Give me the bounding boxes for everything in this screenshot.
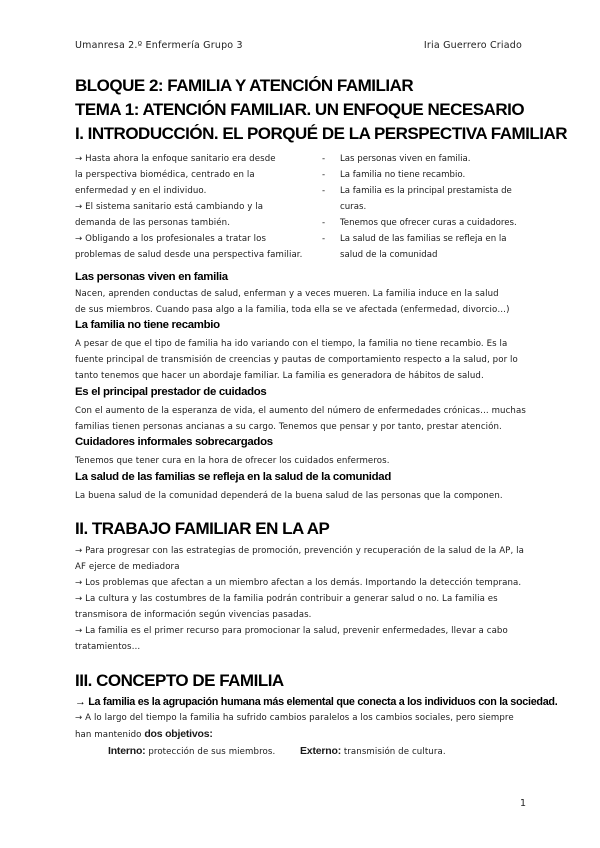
header-right: Iria Guerrero Criado (423, 40, 522, 51)
body-line: de sus miembros. Cuando pasa algo a la familia, toda ella se ve afectada (enfermedad, divorcio…) (75, 305, 510, 315)
external-text: transmisión de cultura. (341, 747, 446, 757)
bullet-marker: - (322, 218, 326, 228)
body-line: → A lo largo del tiempo la familia ha sufrido cambios paralelos a los cambios sociales, pero siempre (75, 713, 514, 723)
intro-left-column (75, 151, 315, 263)
subsection-body (75, 286, 510, 318)
intro-bullet-item: Las personas viven en familia. (340, 154, 471, 164)
body-line: AF ejerce de mediadora (75, 562, 180, 572)
subsection-heading: Cuidadores informales sobrecargados (75, 436, 273, 448)
family-definition: → La familia es la agrupación humana más elemental que conecta a los individuos con la sociedad. (75, 696, 558, 708)
external-label: Externo: (300, 745, 341, 757)
section-title-intro: I. INTRODUCCIÓN. EL PORQUÉ DE LA PERSPECTIVA FAMILIAR (75, 124, 568, 143)
bullet-marker: - (322, 170, 326, 180)
body-line: fuente principal de transmisión de creencias y pautas de comportamiento respecto a la salud, por lo (75, 355, 518, 365)
body-line: La buena salud de la comunidad dependerá de la buena salud de las personas que la componen. (75, 491, 503, 501)
subsection-body (75, 453, 390, 469)
header-left: Umanresa 2.º Enfermería Grupo 3 (75, 40, 243, 51)
subsection-body (75, 336, 518, 384)
body-line: → La familia es el primer recurso para promocionar la salud, prevenir enfermedades, llevar a cabo (75, 626, 508, 636)
page-number: 1 (519, 798, 526, 809)
objectives-label: dos objetivos: (144, 728, 213, 740)
subsection-heading: La salud de las familias se refleja en la salud de la comunidad (75, 471, 391, 483)
intro-line: → Obligando a los profesionales a tratar los (75, 234, 267, 244)
intro-bullet-item: La familia es la principal prestamista de curas. (340, 186, 512, 212)
subsection-heading: La familia no tiene recambio (75, 319, 220, 331)
subsection-body (75, 403, 526, 435)
topic-title: TEMA 1: ATENCIÓN FAMILIAR. UN ENFOQUE NECESARIO (75, 100, 525, 119)
section-title-ap: II. TRABAJO FAMILIAR EN LA AP (75, 519, 330, 538)
subsection-body (75, 488, 503, 504)
body-line: Con el aumento de la esperanza de vida, el aumento del número de enfermedades crónicas… muchas (75, 406, 526, 416)
section-title-family: III. CONCEPTO DE FAMILIA (75, 671, 284, 690)
intro-line: la perspectiva biomédica, centrado en la (75, 170, 255, 180)
internal-text: protección de sus miembros. (145, 747, 276, 757)
objectives-prefix: han mantenido (75, 730, 145, 740)
intro-bullet-item: Tenemos que ofrecer curas a cuidadores. (340, 218, 517, 228)
intro-bullet-item: La salud de las familias se refleja en la salud de la comunidad (340, 234, 507, 260)
subsection-heading: Es el principal prestador de cuidados (75, 386, 267, 398)
body-line: tratamientos… (75, 642, 141, 652)
intro-line: → Hasta ahora la enfoque sanitario era desde (75, 154, 276, 164)
bullet-marker: - (322, 234, 326, 244)
body-line: familias tienen personas ancianas a su cargo. Tenemos que pensar y por tanto, prestar atención. (75, 422, 502, 432)
subsection-heading: Las personas viven en familia (75, 271, 228, 283)
intro-line: enfermedad y en el individuo. (75, 186, 207, 196)
objective-external (300, 743, 446, 760)
intro-bullet-item: La familia no tiene recambio. (340, 170, 466, 180)
body-line: Nacen, aprenden conductas de salud, enferman y a veces mueren. La familia induce en la salud (75, 289, 499, 299)
body-line: → Los problemas que afectan a un miembro afectan a los demás. Importando la detección temprana. (75, 578, 522, 588)
body-line (75, 726, 535, 743)
intro-line: problemas de salud desde una perspectiva familiar. (75, 250, 303, 260)
block-title: BLOQUE 2: FAMILIA Y ATENCIÓN FAMILIAR (75, 76, 414, 95)
body-line: A pesar de que el tipo de familia ha ido variando con el tiempo, la familia no tiene recambio. Es la (75, 339, 508, 349)
intro-line: → El sistema sanitario está cambiando y la (75, 202, 264, 212)
body-line: transmisora de información según vivencias pasadas. (75, 610, 312, 620)
objective-internal (108, 743, 275, 760)
body-line: Tenemos que tener cura en la hora de ofrecer los cuidados enfermeros. (75, 456, 390, 466)
bullet-marker: - (322, 186, 326, 196)
intro-line: demanda de las personas también. (75, 218, 231, 228)
bullet-marker: - (322, 154, 326, 164)
section3-body (75, 710, 535, 743)
body-line: tanto tenemos que hacer un abordaje familiar. La familia es generadora de hábitos de salud. (75, 371, 484, 381)
section2-body (75, 543, 535, 655)
internal-label: Interno: (108, 745, 146, 757)
body-line: → La cultura y las costumbres de la familia podrán contribuir a generar salud o no. La familia es (75, 594, 498, 604)
body-line: → Para progresar con las estrategias de promoción, prevención y recuperación de la salud de la AP, la (75, 546, 524, 556)
